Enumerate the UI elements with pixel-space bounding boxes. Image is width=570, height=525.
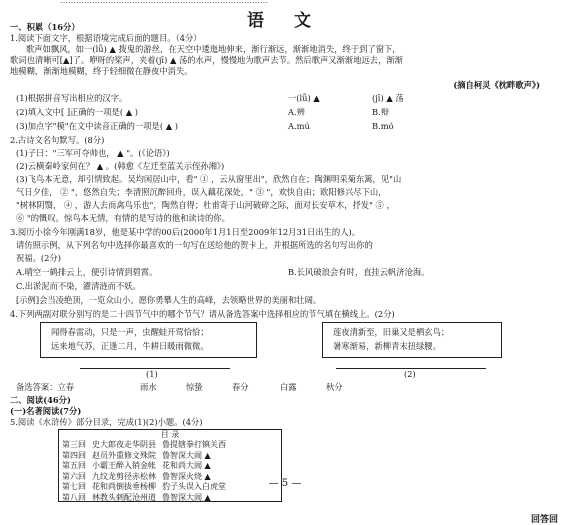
q1-sub3: (3)加点字"模"在文中读音正确的一项是( ▲ ): [16, 121, 178, 131]
toc-chapter: 第七回: [62, 482, 86, 491]
q3-example: [示例]会当凌绝顶，一览众山小。愿你勇攀人生的高峰，去领略世界的美丽和壮阔。: [16, 295, 322, 305]
toc-title-left: 九纹龙剪径赤松林: [92, 471, 156, 481]
q2-stem: 2.古诗文名句默写。(8分): [10, 135, 105, 145]
toc-title-right: 鲁提辖拳打镇关西: [162, 440, 226, 449]
alt-answer-5: 秋分: [326, 382, 343, 392]
alt-answers-label: 备选答案：立春: [16, 382, 75, 392]
toc-title-left: 史大郎夜走华阴县: [92, 440, 156, 449]
section2-sub: (一)名著阅读(7分): [10, 406, 82, 416]
q3-line-1: 3.阅历小徐今年刚满18岁，他是某中学的00后(2000年1月1日至2009年12月31日出生的人)。: [10, 227, 361, 237]
answer-label-1: (1): [146, 369, 158, 379]
toc-row: [59, 451, 229, 462]
toc-title-right: 花和尚大闹 ▲: [162, 461, 211, 470]
page-title: 语 文: [247, 11, 323, 31]
toc-title: 目 录: [160, 430, 180, 439]
alt-answer-1: 雨水: [140, 382, 157, 392]
toc-chapter: 第四回: [62, 450, 86, 460]
section2-heading: 二、阅读(46分): [10, 395, 71, 405]
toc-row: [59, 461, 229, 472]
toc-row: [59, 440, 229, 451]
alt-answer-2: 惊蛰: [186, 382, 203, 392]
toc-title-left: 花和尚倒拔垂杨柳: [92, 482, 156, 491]
toc-title-right: 鲁智深大闹 ▲: [162, 450, 211, 460]
couplet-2-line-1: 莲夜清新至，旧巢又是栖玄鸟；: [333, 327, 450, 337]
q1-sub2: (2)填入文中[ ]正确的一项是( ▲ ): [16, 107, 138, 117]
toc-title-right: 鲁智深火烧 ▲: [162, 471, 211, 481]
q2-line-4: 气日夕佳， ② "，悠然自失；李清照沉醉回舟，误入藕花深处，" ③ "，欢快自由；欧阳修兴尽下山，: [16, 187, 387, 197]
toc-title-left: 小霸王醉入销金帐: [92, 461, 156, 470]
q3-option-a: A.晴空一鹤排云上，便引诗情到碧霄。: [16, 267, 158, 277]
toc-table: [59, 440, 229, 503]
q1-sub2-b: B.辩: [372, 107, 390, 117]
page-number: — 5 —: [268, 478, 302, 489]
toc-title-left: 林教头刺配沧州道: [92, 492, 156, 502]
toc-chapter: 第六回: [62, 471, 86, 481]
q2-line-1: (1)子曰："三军可夺帅也， ▲ "。(《论语》): [16, 148, 170, 158]
toc-chapter: 第八回: [62, 492, 86, 502]
toc-title-left: 赵员外重修文殊院: [92, 450, 156, 460]
toc-row: [59, 493, 229, 504]
q3-line-3: 祝福。(2分): [16, 253, 61, 263]
q2-line-5: "树林阴翳， ④ ，游人去而禽鸟乐也"，陶然自得；杜甫寄于山河破碎之际，面对长安草木，抒发" ⑤ ，: [16, 200, 395, 210]
q5-stem: 5.阅读《水浒传》部分目录，完成(1)(2)小题。(4分): [10, 417, 203, 427]
q1-stem: 1.阅读下面文字，根据语境完成后面的题目。（4分）: [10, 33, 202, 43]
couplet-1-line-2: 远来地气苏，正逢二月，牛耕日暖雨微微。: [51, 341, 209, 351]
toc-title-right: 鲁智深大闹 ▲: [162, 492, 211, 502]
top-cut-text: ……………………………………………………………………: [60, 0, 268, 5]
couplet-1-line-1: 闻得春雷动，只是一声，虫醒蛙开莺恰恰；: [51, 327, 209, 337]
answer-label-2: (2): [404, 369, 416, 379]
q3-option-b: B.长风破浪会有时，直挂云帆济沧海。: [288, 267, 430, 277]
q2-line-3: (3)飞鸟本无意，却引情致起。吴均闲居山中，看" ① ，云从窗里出"，欣然自在；陶渊明采菊东篱，见"山: [16, 174, 402, 184]
q1-passage-1: 歌声如飘风，如一(lǚ) ▲ 拨鬼的游丝，在天空中逶迤地伸来，渐行渐远，渐渐地消失，终于到了窗下，: [26, 44, 401, 54]
q1-source: (摘自柯灵《枕畔歌声》): [453, 80, 540, 90]
couplet-2-line-2: 暑寒渐易，新柳青末扭绿腰。: [333, 341, 441, 351]
toc-chapter: 第三回: [62, 440, 86, 449]
q2-line-2: (2)云横秦岭家何在？ ▲ 。(韩愈《左迁至蓝关示侄孙湘》): [16, 161, 225, 171]
q3-line-2: 请仿照示例，从下列名句中选择你最喜欢的一句写在送给他的贺卡上，并根据所选的名句写出你的: [16, 240, 373, 250]
q4-stem: 4.下列两副对联分别写的是二十四节气中的哪个节气？请从备选答案中选择相应的节气填在横线上。(2分): [10, 309, 395, 319]
toc-chapter: 第五回: [62, 461, 86, 470]
couplet-box-2: [322, 322, 502, 358]
q1-passage-3: 地模糊，渐渐地模糊，终于轻细微在静夜中消失。: [10, 66, 193, 76]
corner-mark: 回答回: [530, 515, 558, 525]
q2-line-6: ⑥ "的慨叹。惊鸟本无情，有情的是写诗的他和读诗的你。: [16, 213, 230, 223]
toc-box: [58, 429, 282, 502]
q1-sub1: (1)根据拼音写出相应的汉字。: [16, 93, 128, 103]
q1-sub1-a: 一(lǚ) ▲: [288, 93, 320, 103]
alt-answer-4: 白露: [280, 382, 297, 392]
q1-sub2-a: A.辨: [288, 107, 305, 117]
q1-sub1-b: (jī) ▲ 荡: [372, 93, 404, 103]
q1-sub3-a: A.mú: [288, 121, 310, 131]
section1-heading: 一、积累（16分）: [10, 22, 80, 32]
alt-answer-3: 春分: [232, 382, 249, 392]
q3-option-c: C.出淤泥而不染，濯清涟而不妖。: [16, 281, 141, 291]
couplet-box-1: [40, 322, 257, 358]
toc-title-right: 豹子头误入白虎堂: [162, 482, 226, 491]
q1-sub3-b: B.mó: [372, 121, 394, 131]
q1-passage-2: 歌词也清晰可[▲]了。咿呀的桨声，夹着(jī) ▲ 荡的水声，慢慢地为歌声去节。然后歌声又渐渐地远去，渐渐: [10, 55, 403, 65]
